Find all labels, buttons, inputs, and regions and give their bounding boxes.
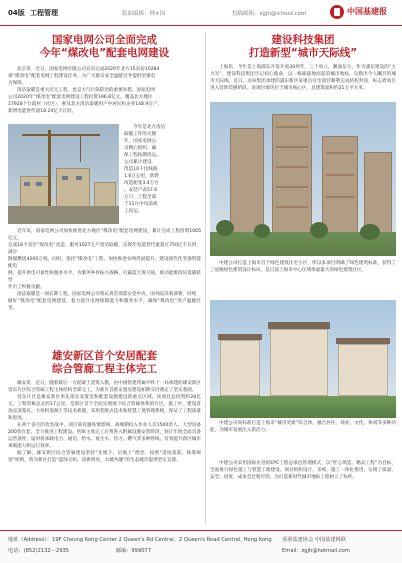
roof [268,322,330,329]
text-line: 司精心组织，确 [124,146,157,151]
text-line: ，安装户表57.6 [124,188,158,193]
column-divider [205,32,206,525]
construction-crane-photo [8,124,119,224]
footer-organization: 香港基建协会 中国基建网联 [282,537,346,543]
caption-text: 中建公司高标准打造上海市“城市更新”综合体，融合居住、商业、文化、休闲等多种功能，为城市发展注入新活力。 [210,421,396,433]
text-line: 取暖工作的关键 [124,132,157,137]
article3-title-line2: 打造新型“城市天际线” [248,47,358,60]
submission-email: 投稿邮箱：zgjh@icloud.com [232,11,307,17]
ground [8,206,119,224]
window [62,176,68,180]
villa-building [338,344,388,396]
hedge [210,396,396,418]
text-line: 万只，工程全部 [124,195,157,200]
crane-cable [80,136,81,162]
text-line: 完成16个省区“煤改电”改造，服务1027万户清洁取暖，实现年电能替代量超过750亿千瓦时，减少 [8,243,201,255]
text-line: 公司2020年“煤改电”配套电网建设工程投资196.8亿元，覆盖北方地区 [8,95,153,100]
article3-title-line1: 建设科技集团 [271,34,335,46]
text-line: 17928个行政村（社区），惠及北方清洁取暖用户中居民和企业148.9万户， [8,102,163,107]
caption-text: 中建公司打造上海市首个绿色建筑住宅小区，所以本项目明确了绿色建筑标准，获得了三星级绿色建筑设计标识，是目前上海市中心区域体量最大的绿色建筑社区。 [210,261,396,273]
text-line: 近年来，国家电网公司加快推进北方地区“煤改电”配套电网建设，累计完成工程投资1065亿元， [8,229,201,241]
villa-building [270,329,328,396]
text-line: 项“煤改电”配套电网工程建设任务，为广大群众安全温暖过冬提供坚强电 [8,74,156,79]
article2-title-line2: 综合管廊工程主体完工 [52,363,157,376]
tree [310,222,328,238]
text-line: 今年是北方清洁 [133,125,166,130]
article1-headline [8,34,201,60]
tower-building [322,136,358,236]
page-header [0,0,402,26]
paragraph: 在两个多月的攻坚战中，项目部克服疫情影响，高峰期投入作业人员1500余人、大型设备200余台套，全力推进工程建设。管廊主体完工后将进入附属设施安装阶段，预计年底全面具备运营条件，届时将承载电力、通信、给水、再生水、热力、燃气等多种管线，有效提升新区城市承载能力和运行效率。 [8,423,201,449]
text-line: 于11月中旬前竣 [124,202,158,207]
facade-stripe [276,166,308,168]
article2-body [8,380,201,525]
text-line: 年，国家电网公 [124,139,157,144]
text-line: 公司累计建设 [124,160,152,165]
window [24,182,30,186]
footer-phone: 电话：(852)2132－2935 邮编：999077 [8,548,152,554]
text-line: 新增电能替代量18.24亿千瓦时。 [8,109,77,114]
article1-title-line2: 今年“煤改电”配套电网建设 [39,47,170,60]
text-line: 保工程按期投运。 [124,153,161,158]
text-line: 工投运。 [124,209,143,214]
logo-icon [330,5,344,19]
facade-stripe [276,126,308,128]
crane-mast [48,130,51,210]
article3-intro [210,64,396,100]
paragraph: 雄安讯 近日，随着最后一方混凝土浇筑入模，由中国铁建所属中铁十一局承建的雄安新区容东片区综合管廊工程主体结构全部完工，为新区首批安置房建设如期交付奠定了坚实基础。 [8,381,201,393]
right-column [210,32,396,525]
paragraph: 中建公司采用国际先进的EPC工程总承包管理模式，以“匠心筑造、精品工程”为目标，全面推行绿色施工与智慧工地建设。项目组织设计、采购、施工一体化推进，实现了质量、安全、进度、成本全过程可控，为打造新时代城市地标工程树立了标杆。 [210,461,396,480]
building-shape [94,182,116,208]
article2-title-line1: 雄安新区首个安居配套 [52,350,157,362]
article3-body [210,460,396,525]
facade-stripe [326,196,354,198]
text-line: 散煤燃烧4200万吨。同时，依托“煤改电”工程，加快推进农网巩固提升，建设现代化坚强智能配电 [8,257,201,269]
residential-towers-photo [210,102,396,256]
facade-stripe [276,206,308,208]
tower-building [230,128,264,236]
building-shape [56,168,90,208]
text-line: 网，提升供电可靠性和服务水平，为服务乡村振兴战略、打赢蓝天保卫战、推动能源清洁低碳转型 [8,271,201,283]
text-line: 力保障。 [8,81,27,86]
text-line: 作出了积极贡献。 [8,285,45,290]
building-shape [20,176,50,208]
paragraph: 据了解，雄安新区综合管廊建设坚持“先地下、后地上”理念，按照“适度超前、统筹规划”原则，将为新区打造“蓝绿交织、清新明亮、水城共融”的生态城市提供坚实支撑。 [8,451,201,463]
window [76,176,82,180]
section-name: 工程管理 [29,9,58,17]
paragraph: 上海讯 今年是上海浦东开发开放30周年，三十而立，潮涌东方。作为浦东建设的“主力军”，建设科技集团牢记初心使命，以一栋栋拔地而起的城市地标，勾勒出令人瞩目的城市天际线。近日，由该集团承建的浦东新区某重点住宅项目顺利完成结构封顶，标志着项目进入装饰装修阶段。该项目地块位于城市核心区，总建筑面积约21万平方米。 [210,65,396,91]
page-section-label [8,8,58,18]
article1-title-line1: 国家电网公司全面完成 [52,34,157,46]
photo2-caption [210,420,396,458]
tree [360,224,380,240]
facade-stripe [326,174,354,176]
facade-stripe [326,152,354,154]
photo1-caption [210,260,396,298]
text-line: 1.6万公里，新建 [124,174,159,179]
text-line: 改造配变3.4万台 [124,181,159,186]
page-footer [0,530,402,563]
text-line: 清洁取暖是重大民生工程，也是大气污染防治的重要举措。国家电网 [17,88,155,93]
crane-jib [22,134,100,136]
article2-headline [8,350,201,376]
footer-address: 地址（Address）：19F Cheung Kong Center 2 Queen's Rd Central，2 Queen's Road Central, Hong Kong [8,537,272,543]
villa-complex-photo [210,300,396,418]
text-line: 改造10千伏线路 [124,167,158,172]
paragraph: 容东片区是雄安新区率先落实安置房和配套设施建设的重点区域。该项目总投资约28亿元，工程管廊总长约17公里，是新区首个全面实现地下综合管廊体系的片区。施工中，建设者攻克深基坑、大体积混凝土等技术难题，采用装配式技术和智慧工地管理系统，保证了工程质量和进度。 [8,395,201,421]
footer-email: Email：zgjh@hotmail.com [282,548,350,554]
tower-building [272,114,312,236]
newspaper-logo [330,4,396,22]
article3-headline [210,34,396,60]
tree [254,224,270,238]
article1-intro [8,66,201,122]
page-number: 04版 [8,9,25,17]
left-column [8,32,201,525]
facade-stripe [276,146,308,148]
text-line: 清洁取暖是一项长期工程。国家电网公司将认真贯彻落实党中央、国务院决策部署，持续 [17,292,197,297]
villa-building [220,340,260,396]
facade-stripe [276,186,308,188]
window [36,182,42,186]
text-line: 北京讯 近日，国家电网有限公司宣布完成2020年北方15省份10284 [17,67,160,72]
newspaper-name: 中国基建报 [347,7,387,16]
article1-body [8,228,201,328]
article1-wrap-text [124,124,201,224]
editor-credit: 版面编辑：林×国 [122,11,166,17]
tree [216,220,234,236]
text-line: 做好“煤改电”配套电网建设，着力提升电网保障能力和服务水平，确保“煤改电”用户温暖过冬。 [8,299,201,311]
